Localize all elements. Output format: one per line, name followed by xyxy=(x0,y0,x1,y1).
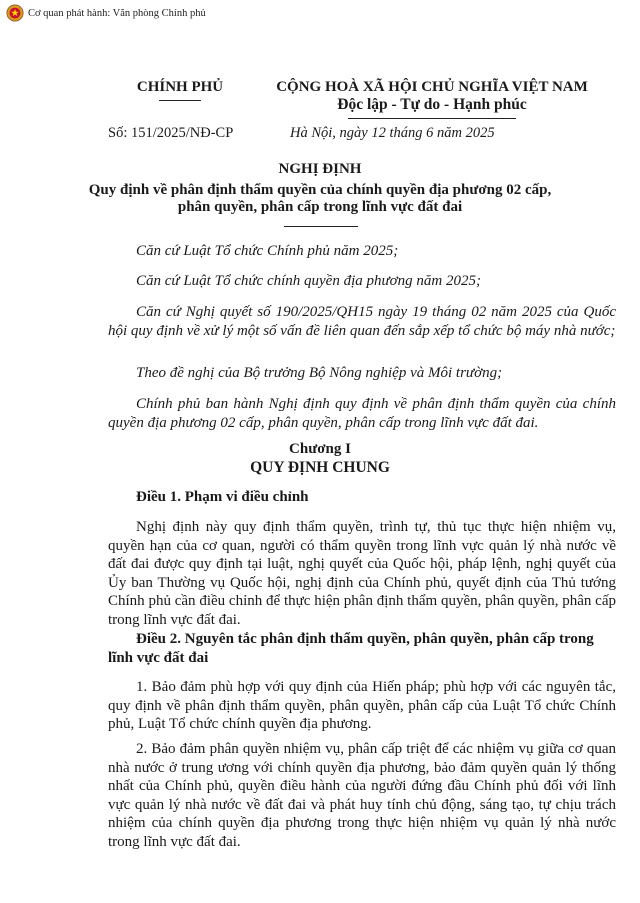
national-motto: Độc lập - Tự do - Hạnh phúc xyxy=(337,96,527,113)
article-2-clause-2: 2. Bảo đảm phân quyền nhiệm vụ, phân cấp triệt để các nhiệm vụ giữa cơ quan nhà nước ở trung ương với chính quyền địa phương, bảo đảm quyền quản lý thống nhất của Chính phủ, quyền điều hành của người đứng đầu Chính phủ đối với lĩnh vực quản lý nhà nước về đất đai và phát huy tính chủ động, sáng tạo, tự chịu trách nhiệm của chính quyền địa phương trong thực hiện nhiệm vụ quản lý nhà nước trong lĩnh vực đất đai. xyxy=(108,741,616,850)
article-2-clause-1: 1. Bảo đảm phù hợp với quy định của Hiến pháp; phù hợp với các nguyên tắc, quy định về phân định thẩm quyền, phân quyền, phân cấp của Luật Tổ chức Chính phủ, Luật Tổ chức chính quyền địa phương. xyxy=(108,679,616,732)
issuer-stamp xyxy=(6,4,206,22)
preamble-basis-2: Căn cứ Luật Tổ chức chính quyền địa phương năm 2025; xyxy=(136,273,482,289)
title-underline xyxy=(284,226,358,227)
document-title-line2: phân quyền, phân cấp trong lĩnh vực đất đai xyxy=(177,199,463,215)
agency-underline xyxy=(159,100,201,101)
chapter-title: QUY ĐỊNH CHUNG xyxy=(250,459,390,476)
article-1-text: Nghị định này quy định thẩm quyền, trình tự, thủ tục thực hiện nhiệm vụ, quyền hạn của cơ quan, người có thẩm quyền trong lĩnh vực quản lý nhà nước về đất đai được quy định tại luật, nghị quyết của Quốc hội, pháp lệnh, nghị quyết của Ủy ban Thường vụ Quốc hội, nghị định của Chính phủ, quyết định của Thủ tướng Chính phủ cần điều chỉnh để thực hiện phân định thẩm quyền, phân quyền, phân cấp trong lĩnh vực đất đai. xyxy=(108,519,616,628)
preamble-basis-1: Căn cứ Luật Tổ chức Chính phủ năm 2025; xyxy=(136,243,399,259)
issue-date: Hà Nội, ngày 12 tháng 6 năm 2025 xyxy=(290,125,495,141)
article-2-heading: Điều 2. Nguyên tắc phân định thẩm quyền, phân quyền, phân cấp trong lĩnh vực đất đai xyxy=(108,631,594,666)
document-type: NGHỊ ĐỊNH xyxy=(278,161,362,177)
country-name: CỘNG HOÀ XÃ HỘI CHỦ NGHĨA VIỆT NAM xyxy=(276,79,588,95)
national-header xyxy=(252,78,612,119)
preamble-enactment: Chính phủ ban hành Nghị định quy định về phân định thẩm quyền của chính quyền địa phương 02 cấp, phân quyền, phân cấp trong lĩnh vực đất đai. xyxy=(108,396,616,431)
issuer-text: Cơ quan phát hành: Văn phòng Chính phủ xyxy=(28,7,206,19)
chapter-number: Chương I xyxy=(289,441,351,457)
preamble-proposal: Theo đề nghị của Bộ trưởng Bộ Nông nghiệp và Môi trường; xyxy=(136,365,503,381)
document-number: Số: 151/2025/NĐ-CP xyxy=(108,125,234,141)
article-1-heading: Điều 1. Phạm vi điều chỉnh xyxy=(136,489,309,505)
national-emblem-icon xyxy=(6,4,24,22)
agency-block xyxy=(130,78,230,101)
preamble-basis-3: Căn cứ Nghị quyết số 190/2025/QH15 ngày 19 tháng 02 năm 2025 của Quốc hội quy định về xử lý một số vấn đề liên quan đến sắp xếp tổ chức bộ máy nhà nước; xyxy=(108,304,616,339)
motto-underline xyxy=(348,118,516,119)
agency-name: CHÍNH PHỦ xyxy=(136,79,224,95)
document-title-line1: Quy định về phân định thẩm quyền của chính quyền địa phương 02 cấp, xyxy=(88,182,552,198)
